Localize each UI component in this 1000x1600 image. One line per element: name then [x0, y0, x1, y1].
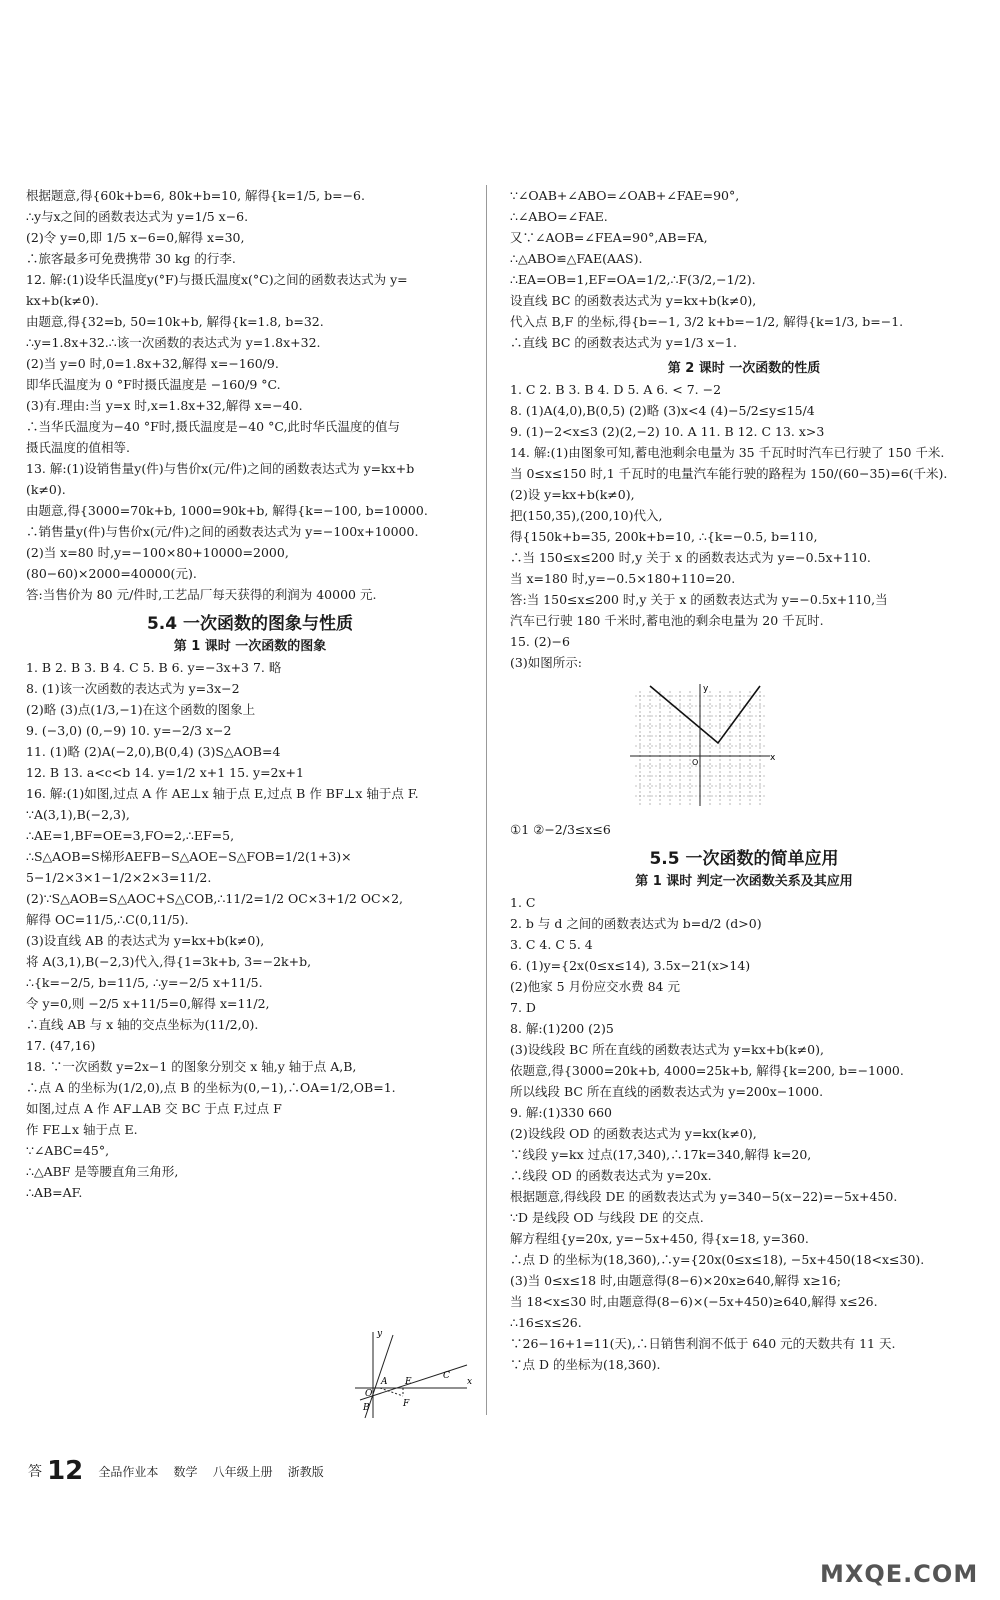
fig18-b-label: B [363, 1403, 370, 1413]
answer-line: ∵点 D 的坐标为(18,360). [510, 1357, 661, 1372]
page-number: 12 [47, 1456, 84, 1486]
answer-line: 根据题意,得{60k+b=6, 80k+b=10, 解得{k=1/5, b=−6. [26, 188, 365, 203]
answer-line: 作 FE⊥x 轴于点 E. [26, 1122, 138, 1137]
answer-line: ∵A(3,1),B(−2,3), [26, 807, 130, 822]
answer-line: ∴y与x之间的函数表达式为 y=1/5 x−6. [26, 209, 249, 224]
answer-line: 13. 解:(1)设销售量y(件)与售价x(元/件)之间的函数表达式为 y=kx+b [26, 461, 415, 476]
answer-line: 8. 解:(1)200 (2)5 [510, 1021, 614, 1036]
answer-line: ∵∠OAB+∠ABO=∠OAB+∠FAE=90°, [510, 188, 740, 203]
answer-line: 得{150k+b=35, 200k+b=10, ∴{k=−0.5, b=110, [510, 529, 818, 544]
answer-line: ∵∠ABC=45°, [26, 1143, 110, 1158]
answer-line: ∴y=1.8x+32.∴该一次函数的表达式为 y=1.8x+32. [26, 335, 321, 350]
answer-line: 6. (1)y={2x(0≤x≤14), 3.5x−21(x>14) [510, 958, 751, 973]
left-column [26, 185, 474, 1203]
graph-y-label: y [703, 684, 709, 694]
answer-line: 当 x=180 时,y=−0.5×180+110=20. [510, 571, 736, 586]
answer-line: 解方程组{y=20x, y=−5x+450, 得{x=18, y=360. [510, 1231, 809, 1246]
answer-line: (3)设线段 BC 所在直线的函数表达式为 y=kx+b(k≠0), [510, 1042, 824, 1057]
answer-line: ∴∠ABO=∠FAE. [510, 209, 608, 224]
footer-answer-mark: 答 [28, 1464, 42, 1480]
fig18-x-label: x [467, 1377, 473, 1387]
right-column [510, 185, 978, 1375]
answer-line: 15. (2)−6 [510, 634, 570, 649]
answer-line: 答:当 150≤x≤200 时,y 关于 x 的函数表达式为 y=−0.5x+110,当 [510, 592, 888, 607]
answer-line: (2)令 y=0,即 1/5 x−6=0,解得 x=30, [26, 230, 245, 245]
answer-line: (3)有.理由:当 y=x 时,x=1.8x+32,解得 x=−40. [26, 398, 303, 413]
answer-line: (2)当 y=0 时,0=1.8x+32,解得 x=−160/9. [26, 356, 279, 371]
answer-line: ∴线段 OD 的函数表达式为 y=20x. [510, 1168, 712, 1183]
answer-line: 9. 解:(1)330 660 [510, 1105, 613, 1120]
fig18-f-label: F [403, 1399, 410, 1409]
answer-line: 1. C 2. B 3. B 4. D 5. A 6. < 7. −2 [510, 382, 722, 397]
watermark-logo [820, 1510, 980, 1590]
answer-line: 2. b 与 d 之间的函数表达式为 b=d/2 (d>0) [510, 916, 762, 931]
answer-graph-15 [630, 681, 780, 811]
answer-line: (2)他家 5 月份应交水费 84 元 [510, 979, 680, 994]
lesson-title-5-4-1: 第 1 课时 一次函数的图象 [173, 639, 327, 654]
figure-18 [355, 1330, 473, 1420]
answer-line: 17. (47,16) [26, 1038, 96, 1053]
answer-line: (3)当 0≤x≤18 时,由题意得(8−6)×20x≥640,解得 x≥16; [510, 1273, 841, 1288]
lesson-title-5-4-2: 第 2 课时 一次函数的性质 [667, 361, 821, 376]
answer-line: 5−1/2×3×1−1/2×2×3=11/2. [26, 870, 212, 885]
answer-line: 答:当售价为 80 元/件时,工艺品厂每天获得的利润为 40000 元. [26, 587, 377, 602]
answer-line: 解得 OC=11/5,∴C(0,11/5). [26, 912, 189, 927]
column-divider [486, 185, 487, 1415]
answer-line: 18. ∵一次函数 y=2x−1 的图象分别交 x 轴,y 轴于点 A,B, [26, 1059, 357, 1074]
answer-line: (2)∵S△AOB=S△AOC+S△COB,∴11/2=1/2 OC×3+1/2 OC×2, [26, 891, 404, 906]
answer-line: 1. B 2. B 3. B 4. C 5. B 6. y=−3x+3 7. 略 [26, 660, 282, 675]
answer-line: ∴AB=AF. [26, 1185, 83, 1200]
answer-line: 12. 解:(1)设华氏温度y(°F)与摄氏温度x(°C)之间的函数表达式为 y= [26, 272, 408, 287]
book-title: 全品作业本 [98, 1464, 159, 1479]
fig18-diagram [355, 1330, 473, 1420]
answer-line: 所以线段 BC 所在直线的函数表达式为 y=200x−1000. [510, 1084, 824, 1099]
lesson-title-5-5-1: 第 1 课时 判定一次函数关系及其应用 [635, 874, 853, 889]
answer-line: 8. (1)该一次函数的表达式为 y=3x−2 [26, 681, 240, 696]
answer-line: (3)如图所示: [510, 655, 582, 670]
answer-line: ∴△ABO≌△FAE(AAS). [510, 251, 643, 266]
answer-line: 又∵∠AOB=∠FEA=90°,AB=FA, [510, 230, 708, 245]
answer-line: 代入点 B,F 的坐标,得{b=−1, 3/2 k+b=−1/2, 解得{k=1/3, b=−1. [510, 314, 904, 329]
answer-line: 将 A(3,1),B(−2,3)代入,得{1=3k+b, 3=−2k+b, [26, 954, 312, 969]
answer-line: 令 y=0,则 −2/5 x+11/5=0,解得 x=11/2, [26, 996, 270, 1011]
answer-line: 9. (−3,0) (0,−9) 10. y=−2/3 x−2 [26, 723, 232, 738]
answer-line: ∴旅客最多可免费携带 30 kg 的行李. [26, 251, 236, 266]
answer-line: (2)设线段 OD 的函数表达式为 y=kx(k≠0), [510, 1126, 757, 1141]
answer-line: ∴销售量y(件)与售价x(元/件)之间的函数表达式为 y=−100x+10000. [26, 524, 419, 539]
answer-line: 由题意,得{32=b, 50=10k+b, 解得{k=1.8, b=32. [26, 314, 324, 329]
answer-line: 设直线 BC 的函数表达式为 y=kx+b(k≠0), [510, 293, 757, 308]
answer-line: 把(150,35),(200,10)代入, [510, 508, 663, 523]
answer-line: 根据题意,得线段 DE 的函数表达式为 y=340−5(x−22)=−5x+450. [510, 1189, 898, 1204]
answer-line: (2)设 y=kx+b(k≠0), [510, 487, 635, 502]
grade: 八年级上册 [212, 1464, 273, 1479]
section-title-5-4: 5.4 一次函数的图象与性质 [146, 614, 354, 634]
answer-line: ∴当 150≤x≤200 时,y 关于 x 的函数表达式为 y=−0.5x+110. [510, 550, 871, 565]
answer-line: 当 0≤x≤150 时,1 千瓦时的电量汽车能行驶的路程为 150/(60−35)=6(千米). [510, 466, 948, 481]
answer-line: 16. 解:(1)如图,过点 A 作 AE⊥x 轴于点 E,过点 B 作 BF⊥x 轴于点 F. [26, 786, 419, 801]
answer-line: ∴16≤x≤26. [510, 1315, 582, 1330]
answer-line: (k≠0). [26, 482, 66, 497]
watermark-url: MXQE.COM [820, 1560, 979, 1588]
answer-line: ∴点 A 的坐标为(1/2,0),点 B 的坐标为(0,−1),∴OA=1/2,OB=1. [26, 1080, 396, 1095]
answer-line: 汽车已行驶 180 千米时,蓄电池的剩余电量为 20 千瓦时. [510, 613, 824, 628]
answer-line: 8. (1)A(4,0),B(0,5) (2)略 (3)x<4 (4)−5/2≤y≤15/4 [510, 403, 815, 418]
answer-line: 3. C 4. C 5. 4 [510, 937, 593, 952]
answer-line: ∴S△AOB=S梯形AEFB−S△AOE−S△FOB=1/2(1+3)× [26, 849, 352, 864]
answer-line: 摄氏温度的值相等. [26, 440, 130, 455]
fig18-e-label: E [405, 1377, 412, 1387]
answer-line: ∵D 是线段 OD 与线段 DE 的交点. [510, 1210, 704, 1225]
answer-line: 如图,过点 A 作 AF⊥AB 交 BC 于点 F,过点 F [26, 1101, 282, 1116]
fig18-o-label: O [365, 1389, 373, 1399]
answer-line: 11. (1)略 (2)A(−2,0),B(0,4) (3)S△AOB=4 [26, 744, 281, 759]
fig18-y-label: y [377, 1330, 383, 1339]
answer-line: 由题意,得{3000=70k+b, 1000=90k+b, 解得{k=−100, b=10000. [26, 503, 428, 518]
answer-line: ∵线段 y=kx 过点(17,340),∴17k=340,解得 k=20, [510, 1147, 812, 1162]
subject: 数学 [173, 1464, 198, 1479]
graph-origin-label: O [692, 758, 699, 767]
answer-line: ∴AE=1,BF=OE=3,FO=2,∴EF=5, [26, 828, 235, 843]
answer-line: 即华氏温度为 0 °F时摄氏温度是 −160/9 °C. [26, 377, 281, 392]
abs-function-graph [630, 681, 780, 811]
answer-line: ∴△ABF 是等腰直角三角形, [26, 1164, 179, 1179]
answer-line: ∴直线 AB 与 x 轴的交点坐标为(11/2,0). [26, 1017, 259, 1032]
answer-line: 7. D [510, 1000, 536, 1015]
section-title-5-5: 5.5 一次函数的简单应用 [649, 849, 839, 869]
answer-line: 14. 解:(1)由图象可知,蓄电池剩余电量为 35 千瓦时时汽车已行驶了 150 千米. [510, 445, 945, 460]
answer-line: (3)设直线 AB 的表达式为 y=kx+b(k≠0), [26, 933, 265, 948]
answer-line: 当 18<x≤30 时,由题意得(8−6)×(−5x+450)≥640,解得 x≤26. [510, 1294, 878, 1309]
answer-line: ∴{k=−2/5, b=11/5, ∴y=−2/5 x+11/5. [26, 975, 263, 990]
answer-line: kx+b(k≠0). [26, 293, 99, 308]
blank-top-margin [0, 0, 1000, 140]
answer-line: 依题意,得{3000=20k+b, 4000=25k+b, 解得{k=200, b=−1000. [510, 1063, 904, 1078]
answer-line: (2)当 x=80 时,y=−100×80+10000=2000, [26, 545, 289, 560]
answer-line: 9. (1)−2<x≤3 (2)(2,−2) 10. A 11. B 12. C 13. x>3 [510, 424, 825, 439]
answer-line: 1. C [510, 895, 536, 910]
answer-line: ∵26−16+1=11(天),∴日销售利润不低于 640 元的天数共有 11 天. [510, 1336, 896, 1351]
graph-x-label: x [770, 753, 776, 763]
answer-line: ∴点 D 的坐标为(18,360),∴y={20x(0≤x≤18), −5x+450(18<x≤30). [510, 1252, 925, 1267]
fig18-a-label: A [381, 1377, 388, 1387]
edition: 浙教版 [287, 1464, 324, 1479]
answer-15-parts: ①1 ②−2/3≤x≤6 [510, 822, 611, 837]
fig18-c-label: C [443, 1371, 450, 1381]
answer-line: ∴当华氏温度为−40 °F时,摄氏温度是−40 °C,此时华氏温度的值与 [26, 419, 400, 434]
answer-line: ∴EA=OB=1,EF=OA=1/2,∴F(3/2,−1/2). [510, 272, 756, 287]
page-footer [28, 1456, 334, 1486]
answer-line: ∴直线 BC 的函数表达式为 y=1/3 x−1. [510, 335, 737, 350]
answer-line: 12. B 13. a<c<b 14. y=1/2 x+1 15. y=2x+1 [26, 765, 304, 780]
answer-line: (80−60)×2000=40000(元). [26, 566, 197, 581]
answer-line: (2)略 (3)点(1/3,−1)在这个函数的图象上 [26, 702, 256, 717]
